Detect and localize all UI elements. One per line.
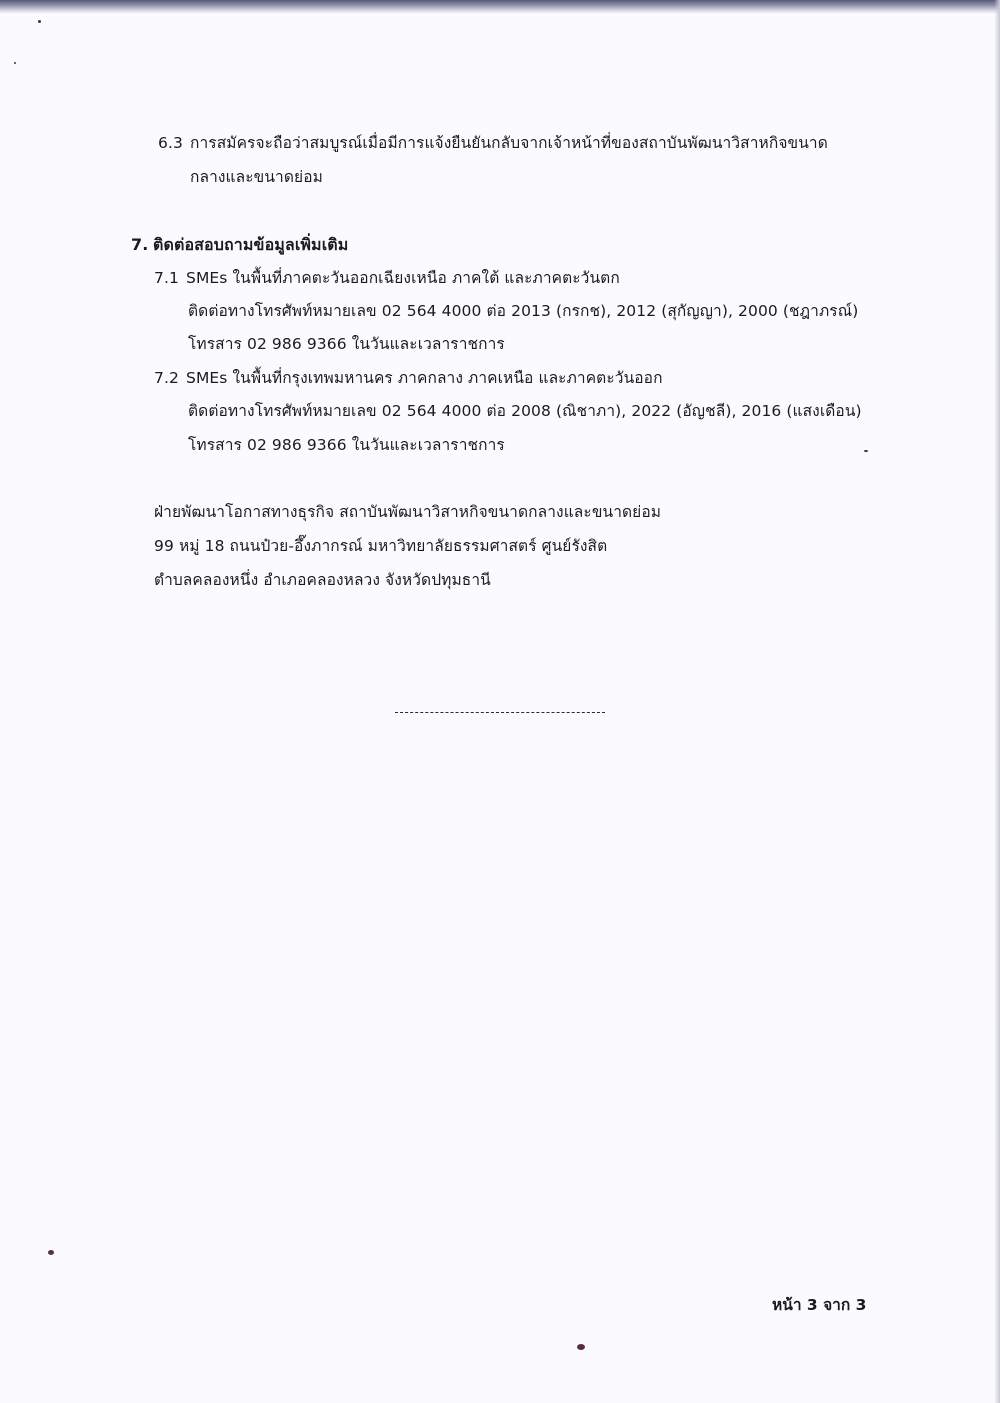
end-separator (395, 712, 605, 713)
item-6-3-line1 (158, 133, 828, 153)
scan-speck (14, 62, 16, 64)
item-7-1-phone: ติดต่อทางโทรศัพท์หมายเลข 02 564 4000 ต่อ 2013 (กรกช), 2012 (สุกัญญา), 2000 (ชฎาภรณ์) (188, 302, 859, 320)
item-7-1-fax: โทรสาร 02 986 9366 ในวันและเวลาราชการ (188, 335, 505, 353)
item-7-2-number: 7.2 (154, 369, 179, 387)
scan-speck (38, 20, 41, 23)
item-7-1-title-line (154, 268, 620, 288)
item-6-3-text: การสมัครจะถือว่าสมบูรณ์เมื่อมีการแจ้งยืนยันกลับจากเจ้าหน้าที่ของสถาบันพัฒนาวิสาหกิจขนาด (190, 134, 828, 152)
scan-speck (864, 450, 868, 452)
address-line-2: 99 หมู่ 18 ถนนป๋วย-อึ๊งภากรณ์ มหาวิทยาลัยธรรมศาสตร์ ศูนย์รังสิต (154, 537, 608, 555)
scan-speck (577, 1344, 585, 1350)
item-6-3-number: 6.3 (158, 134, 183, 152)
item-7-2-title: SMEs ในพื้นที่กรุงเทพมหานคร ภาคกลาง ภาคเหนือ และภาคตะวันออก (186, 369, 663, 387)
item-7-2-fax: โทรสาร 02 986 9366 ในวันและเวลาราชการ (188, 436, 505, 454)
scan-speck (48, 1250, 54, 1255)
scan-edge-top (0, 0, 1000, 14)
section-7-title: ติดต่อสอบถามข้อมูลเพิ่มเติม (153, 235, 349, 254)
scan-edge-right (994, 0, 1000, 1403)
address-line-1: ฝ่ายพัฒนาโอกาสทางธุรกิจ สถาบันพัฒนาวิสาหกิจขนาดกลางและขนาดย่อม (154, 503, 662, 521)
section-7-number: 7. (131, 235, 149, 254)
item-7-2-phone: ติดต่อทางโทรศัพท์หมายเลข 02 564 4000 ต่อ 2008 (ณิชาภา), 2022 (อัญชลี), 2016 (แสงเดือน) (188, 402, 862, 420)
item-7-1-number: 7.1 (154, 269, 179, 287)
item-6-3-line2: กลางและขนาดย่อม (190, 168, 323, 186)
address-line-3: ตำบลคลองหนึ่ง อำเภอคลองหลวง จังหวัดปทุมธานี (154, 571, 491, 589)
item-7-1-title: SMEs ในพื้นที่ภาคตะวันออกเฉียงเหนือ ภาคใต้ และภาคตะวันตก (186, 269, 620, 287)
section-7-heading (131, 235, 348, 255)
item-7-2-title-line (154, 368, 663, 388)
page-number: หน้า 3 จาก 3 (772, 1296, 867, 1314)
